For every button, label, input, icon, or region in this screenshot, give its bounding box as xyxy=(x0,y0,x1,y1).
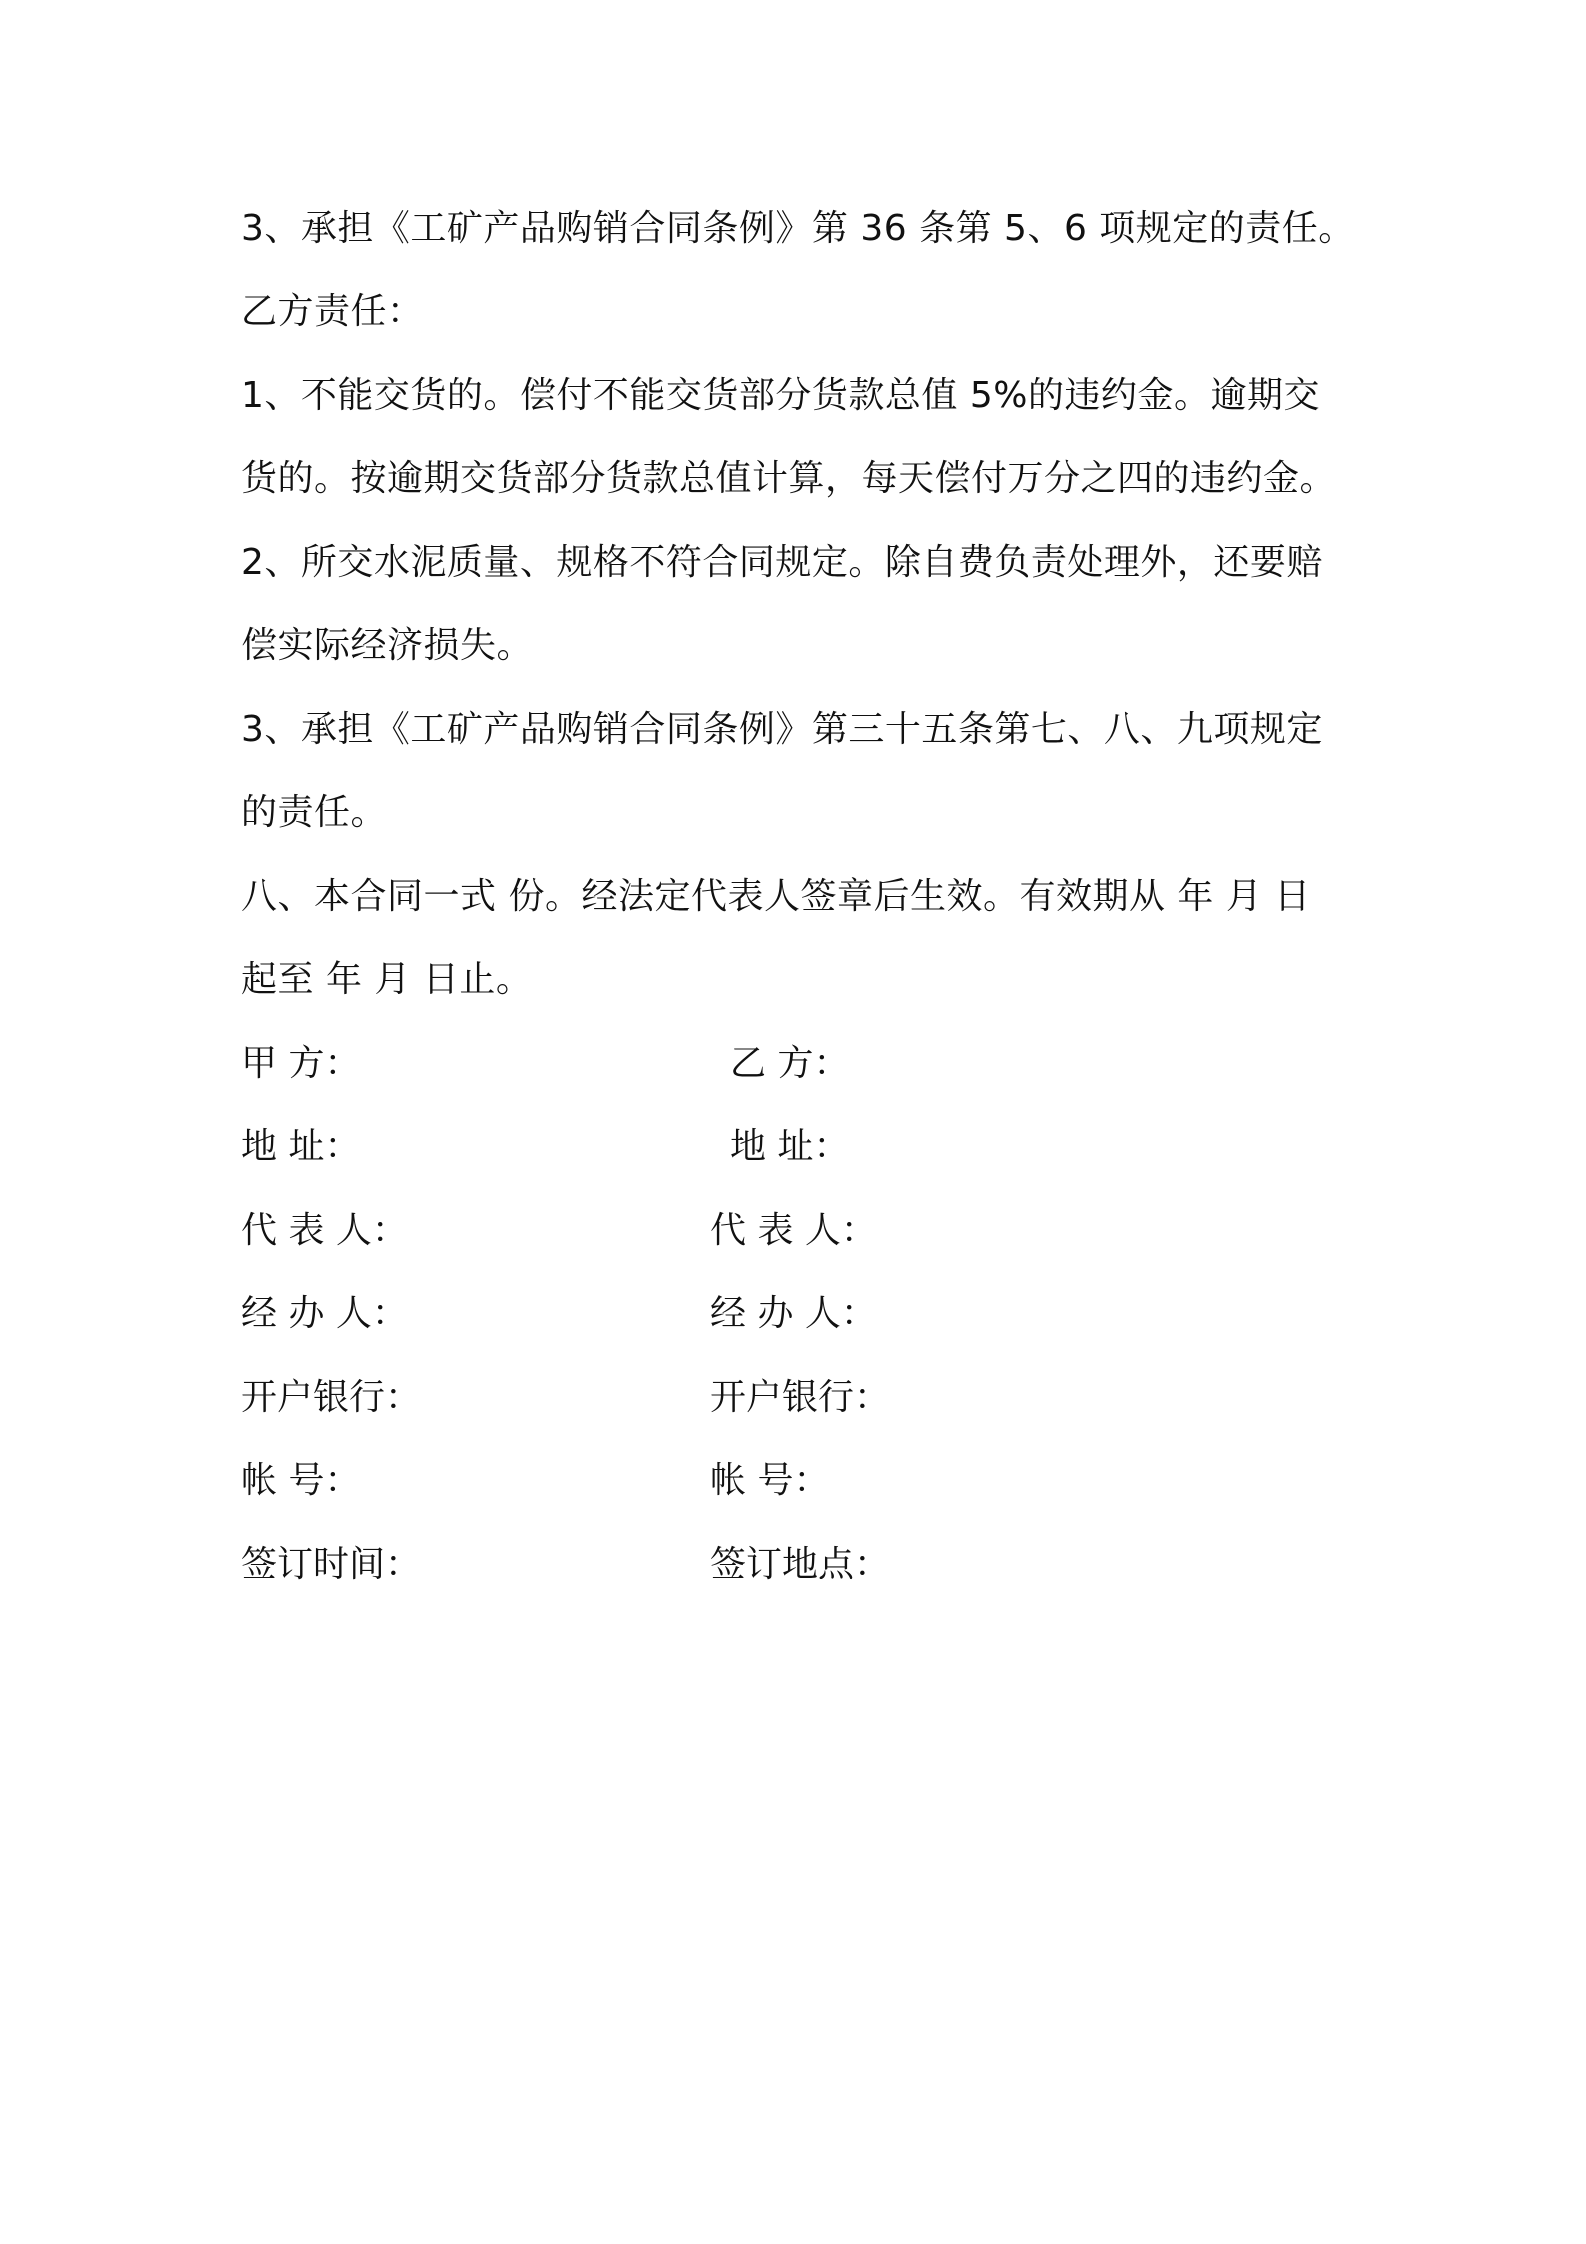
paragraph-line-4: 货的。按逾期交货部分货款总值计算，每天偿付万分之四的违约金。 xyxy=(241,458,1337,499)
paragraph-line-9: 八、本合同一式 份。经法定代表人签章后生效。有效期从 年 月 日 xyxy=(241,876,1311,917)
party-b-bank-label: 开户银行： xyxy=(710,1377,891,1418)
signing-place-label: 签订地点： xyxy=(710,1544,891,1585)
paragraph-line-7: 3、承担《工矿产品购销合同条例》第三十五条第七、八、九项规定 xyxy=(241,709,1323,750)
paragraph-line-1: 3、承担《工矿产品购销合同条例》第 36 条第 5、6 项规定的责任。 xyxy=(241,208,1355,249)
party-b-handler-label: 经 办 人： xyxy=(710,1293,877,1334)
party-b-address-label: 地 址： xyxy=(730,1126,850,1167)
paragraph-line-5: 2、所交水泥质量、规格不符合同规定。除自费负责处理外，还要赔 xyxy=(241,542,1323,583)
party-a-label: 甲 方： xyxy=(241,1043,361,1084)
paragraph-line-10: 起至 年 月 日止。 xyxy=(241,959,533,1000)
party-b-label: 乙 方： xyxy=(730,1043,850,1084)
party-b-representative-label: 代 表 人： xyxy=(710,1210,877,1251)
paragraph-line-3: 1、不能交货的。偿付不能交货部分货款总值 5%的违约金。逾期交 xyxy=(241,375,1320,416)
party-a-bank-label: 开户银行： xyxy=(241,1377,422,1418)
paragraph-line-6: 偿实际经济损失。 xyxy=(241,625,534,666)
party-a-address-label: 地 址： xyxy=(241,1126,361,1167)
paragraph-line-8: 的责任。 xyxy=(241,792,388,833)
party-a-representative-label: 代 表 人： xyxy=(241,1210,408,1251)
signing-time-label: 签订时间： xyxy=(241,1544,422,1585)
party-a-handler-label: 经 办 人： xyxy=(241,1293,408,1334)
party-b-account-label: 帐 号： xyxy=(710,1460,830,1501)
party-a-account-label: 帐 号： xyxy=(241,1460,361,1501)
paragraph-line-2: 乙方责任： xyxy=(241,291,424,332)
